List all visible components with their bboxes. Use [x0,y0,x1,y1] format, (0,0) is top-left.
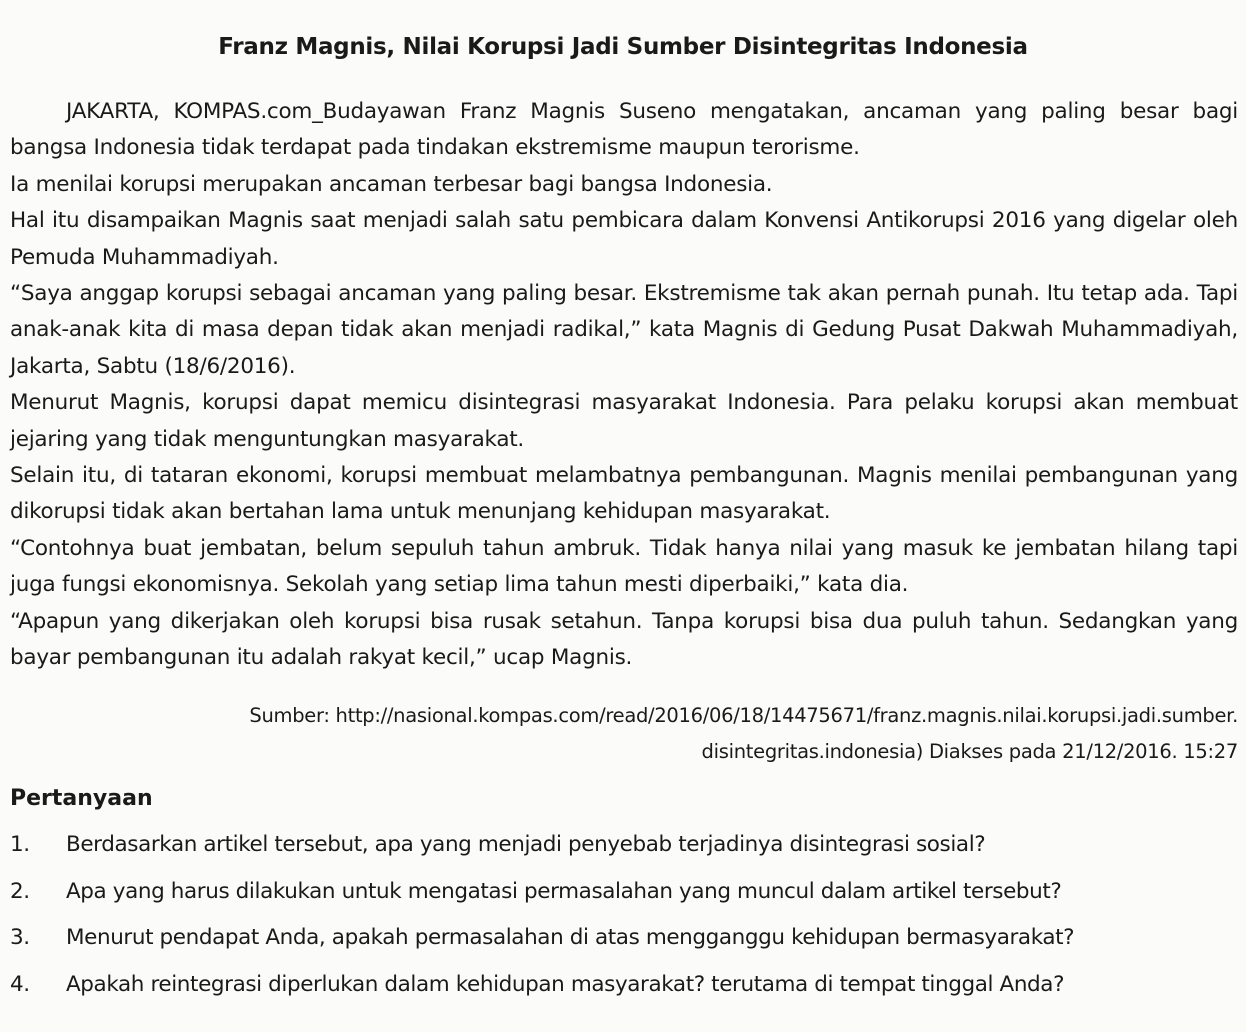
question-number: 3. [10,925,30,950]
question-number: 2. [10,878,30,904]
question-text: Menurut pendapat Anda, apakah permasalahan di atas mengganggu kehidupan bermasyarakat? [66,925,1075,950]
article-body [10,94,1238,677]
article-paragraph: Hal itu disampaikan Magnis saat menjadi salah satu pembicara dalam Konvensi Antikorupsi 2016 yang digelar oleh Pemuda Muhammadiyah. [10,208,1238,270]
article-paragraph: “Apapun yang dikerjakan oleh korupsi bisa rusak setahun. Tanpa korupsi bisa dua puluh tahun. Sedangkan yang bayar pembangunan itu adalah rakyat kecil,” ucap Magnis. [10,608,1238,671]
question-item [10,832,1240,879]
question-number: 1. [10,832,30,857]
source-line: disintegritas.indonesia) Diakses pada 21/12/2016. 15:27 [701,740,1238,763]
article-paragraph: Menurut Magnis, korupsi dapat memicu disintegrasi masyarakat Indonesia. Para pelaku korupsi akan membuat jejaring yang tidak menguntungkan masyarakat. [10,390,1238,452]
question-item [10,972,1240,1019]
article-paragraph: “Contohnya buat jembatan, belum sepuluh tahun ambruk. Tidak hanya nilai yang masuk ke jembatan hilang tapi juga fungsi ekonomisnya. Sekolah yang setiap lima tahun mesti diperbaiki,” kata dia. [10,535,1238,598]
article-paragraph: JAKARTA, KOMPAS.com_Budayawan Franz Magnis Suseno mengatakan, ancaman yang paling besar bagi bangsa Indonesia tidak terdapat pada tindakan ekstremisme maupun terorisme. [10,99,1238,161]
question-text: Apakah reintegrasi diperlukan dalam kehidupan masyarakat? terutama di tempat tinggal Anda? [66,971,1065,997]
source-line: Sumber: http://nasional.kompas.com/read/2016/06/18/14475671/franz.magnis.nilai.korupsi.jadi.sumber. [249,704,1238,727]
question-number: 4. [10,971,30,997]
source-citation [90,698,1238,770]
question-text: Apa yang harus dilakukan untuk mengatasi permasalahan yang muncul dalam artikel tersebut? [66,878,1062,904]
questions-heading: Pertanyaan [10,786,153,811]
article-paragraph: Selain itu, di tataran ekonomi, korupsi membuat melambatnya pembangunan. Magnis menilai pembangunan yang dikorupsi tidak akan bertahan lama untuk menunjang kehidupan masyarakat. [10,463,1238,525]
questions-list [10,832,1240,1018]
question-item [10,879,1240,926]
article-paragraph: “Saya anggap korupsi sebagai ancaman yang paling besar. Ekstremisme tak akan pernah punah. Itu tetap ada. Tapi anak-anak kita di masa depan tidak akan menjadi radikal,” kata Magnis di Gedung Pusat Dakwah Muhammadiyah, Jakarta, Sabtu (18/6/2016). [10,281,1238,379]
question-text: Berdasarkan artikel tersebut, apa yang menjadi penyebab terjadinya disintegrasi sosial? [66,832,986,857]
article-paragraph: Ia menilai korupsi merupakan ancaman terbesar bagi bangsa Indonesia. [10,171,773,197]
question-item [10,925,1240,972]
article-title: Franz Magnis, Nilai Korupsi Jadi Sumber Disintegritas Indonesia [218,34,1028,60]
